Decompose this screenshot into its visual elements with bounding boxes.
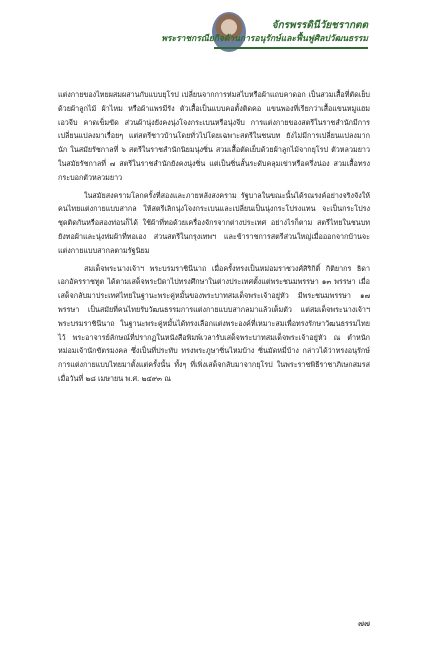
paragraph-1: แต่งกายของไทยผสมผสานกับแบบยุโรป เปลี่ยนจากการห่มสไบหรือผ้าแถบคาดอก เป็นสวมเสื้อที่ตัดเย็บด้วยผ้าลูกไม้ ผ้าไหม หรือผ้าแพรมีรัง ตัวเสื้อเป็นแบบคอตั้งติดคอ แขนพองที่เรียกว่าเสื้อแขนหมูแฮม เอวจีบ คาดเข็มขัด ส่วนผ้านุ่งยังคงนุ่งโจงกระเบนหรือนุ่งจีบ การแต่งกายของสตรีในราชสำนักมีการเปลี่ยนแปลงมาเรื่อยๆ แต่สตรีชาวบ้านโดยทั่วไปโดยเฉพาะสตรีในชนบท ยังไม่มีการเปลี่ยนแปลงมากนัก ในสมัยรัชกาลที่ ๖ สตรีในราชสำนักนิยมนุ่งซิ่น สวมเสื้อตัดเย็บด้วยผ้าลูกไม้จากยุโรป ตัวหลวมยาว ในสมัยรัชกาลที่ ๗ สตรีในราชสำนักยังคงนุ่งซิ่น แต่เป็นซิ่นสั้นระดับคลุมเข่าหรือครึ่งน่อง สวมเสื้อทรงกระบอกตัวหลวมยาว: [58, 90, 370, 182]
page-header: [0, 0, 432, 78]
page-number: ๗๗: [357, 619, 370, 628]
header-title: จักรพรรดินีวัยชรากตต: [271, 20, 368, 31]
paragraph-2: ในสมัยสงครามโลกครั้งที่สองและภายหลังสงคราม รัฐบาลในขณะนั้นได้รณรงค์อย่างจริงจังให้คนไทยแต่งกายแบบสากล ให้สตรีเลิกนุ่งโจงกระเบนและเปลี่ยนเป็นนุ่งกระโปรงแทน จะเป็นกระโปรงชุดติดกันหรือสองท่อนก็ได้ ใช้ผ้าที่ทอด้วยเครื่องจักรจากต่างประเทศ อย่างไรก็ตาม สตรีไทยในชนบทยังทอผ้าและนุ่งห่มผ้าที่ทอเอง ส่วนสตรีในกรุงเทพฯ และข้าราชการสตรีส่วนใหญ่เมื่อออกจากบ้านจะแต่งกายแบบสากลตามรัฐนิยม: [58, 190, 370, 255]
paragraph-3: สมเด็จพระนางเจ้าฯ พระบรมราชินีนาถ เมื่อครั้งทรงเป็นหม่อมราชวงศ์สิริกิติ์ กิติยากร ธิดาเอกอัครราชทูต ได้ตามเสด็จพระบิดาไปทรงศึกษาในต่างประเทศตั้งแต่พระชนมพรรษา ๑๓ พรรษา เมื่อเสด็จกลับมาประเทศไทยในฐานะพระคู่หมั้นของพระบาทสมเด็จพระเจ้าอยู่หัว มีพระชนมพรรษา ๑๗ พรรษา เป็นสมัยที่คนไทยรับวัฒนธรรมการแต่งกายแบบสากลมาแล้วเต็มตัว แต่สมเด็จพระนางเจ้าฯ พระบรมราชินีนาถ ในฐานะพระคู่หมั้นได้ทรงเลือกแต่งพระองค์ที่เหมาะสมเพื่อทรงรักษาวัฒนธรรมไทยไว้ พระอาจารย์ลักษณ์ที่ปรากฏในหนังสือพิมพ์เวลารับเสด็จพระบาทสมเด็จพระเจ้าอยู่หัว ณ ตำหนักหม่อมเจ้านักขัตรมงคล ซึ่งเป็นที่ประทับ ทรงพระภูษาซิ่นไหมบ้าง ซิ่นมัดหมี่บ้าง กล่าวได้ว่าทรงอนุรักษ์การแต่งกายแบบไทยมาตั้งแต่ครั้งนั้น ทั้งๆ ที่เพิ่งเสด็จกลับมาจากยุโรป ในพระราชพิธีราชาภิเษกสมรส เมื่อวันที่ ๒๘ เมษายน พ.ศ. ๒๔๙๓ ณ: [58, 263, 370, 383]
header-rule: [214, 47, 368, 49]
body-text: [58, 88, 370, 390]
header-subtitle: พระราชกรณียกิจด้านการอนุรักษ์และฟื้นฟูศิลปวัฒนธรรม: [161, 34, 368, 44]
